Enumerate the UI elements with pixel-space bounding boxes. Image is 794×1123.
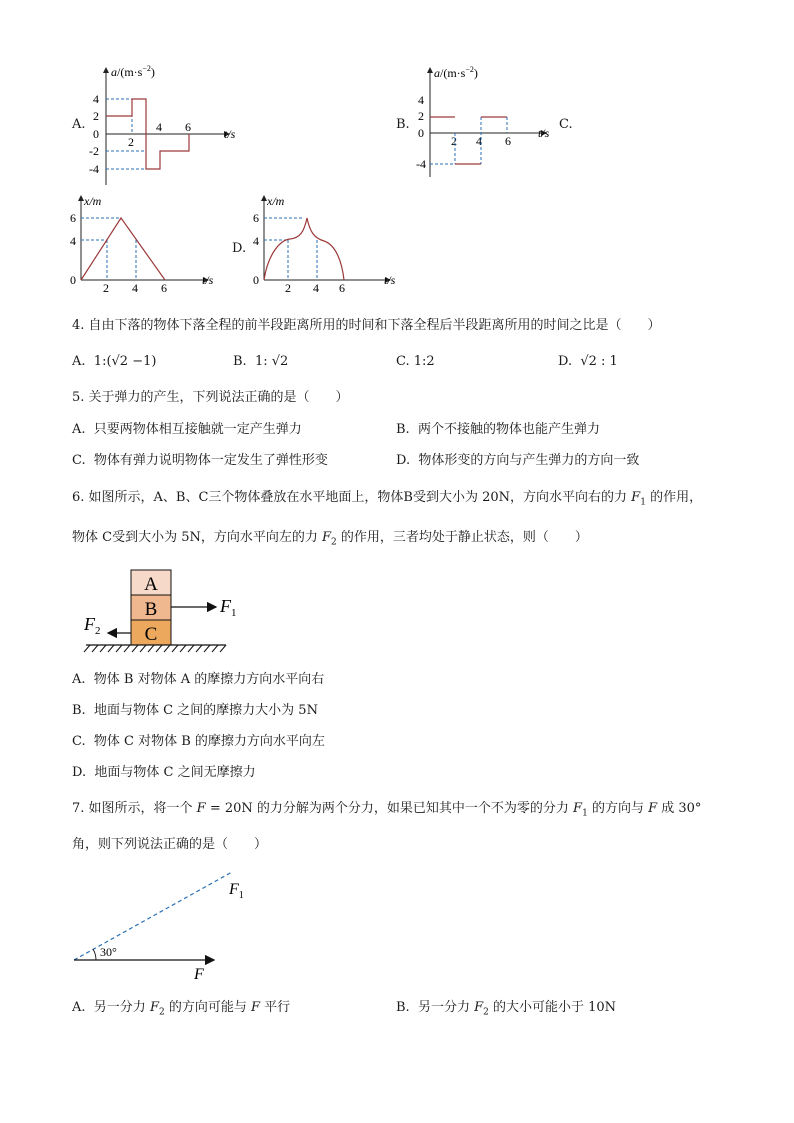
y-axis-label: x/m	[84, 194, 102, 208]
option-label: C.	[396, 354, 410, 369]
option-label: C.	[72, 734, 86, 749]
option-text: 物体形变的方向与产生弹力的方向一致	[418, 453, 640, 468]
q4-option-b[interactable]	[233, 353, 288, 371]
q6-option-a[interactable]	[72, 671, 324, 689]
option-text: 另一分力	[93, 1000, 150, 1015]
q5-option-d[interactable]	[396, 452, 639, 470]
q7-stem-line2: 角，则下列说法正确的是（ ）	[72, 837, 268, 852]
force-decomposition-diagram	[66, 864, 266, 984]
option-label: B.	[396, 1000, 410, 1015]
acceleration-curve	[430, 117, 507, 164]
option-text: √2 : 1	[580, 354, 618, 369]
y-axis-label: $a/(m\cdot s^{-2})$	[111, 64, 155, 79]
option-d-label: D.	[232, 241, 247, 256]
q4-stem: 4. 自由下落的物体下落全程的前半段距离所用的时间和下落全程后半段距离所用的时间之比是（ ）	[72, 318, 661, 333]
option-text: 物体 B 对物体 A 的摩擦力方向水平向右	[93, 672, 325, 687]
q7-option-b[interactable]: B. 另一分力 $F_2$ 的大小可能小于 10N	[396, 1000, 617, 1018]
q4-option-d[interactable]	[558, 353, 618, 371]
y-tick: 0	[70, 273, 76, 287]
y-axis-label: $a/(m\cdot s^{-2})$	[434, 65, 478, 80]
q6-option-c[interactable]	[72, 733, 325, 751]
y-tick: -4	[416, 157, 426, 171]
option-label: A.	[72, 422, 86, 437]
option-text: 1: √2	[254, 354, 289, 369]
graph-b	[408, 62, 558, 182]
x-tick: 4	[132, 281, 138, 292]
q4-option-c[interactable]	[396, 353, 435, 371]
graph-d	[246, 192, 406, 292]
x-tick: 2	[128, 135, 134, 149]
position-curve	[81, 218, 165, 280]
option-label: B.	[233, 354, 247, 369]
q5-option-c[interactable]	[72, 452, 328, 470]
option-label: A.	[72, 672, 86, 687]
option-label: D.	[72, 765, 87, 780]
y-tick: 4	[93, 92, 99, 106]
option-label: A.	[72, 1000, 86, 1015]
x-axis-label: t/s	[538, 126, 550, 140]
q5-option-b[interactable]	[396, 421, 600, 439]
option-text: 地面与物体 C 之间的摩擦力大小为 5N	[93, 703, 318, 718]
x-axis-label: t/s	[384, 273, 396, 287]
x-tick: 2	[451, 134, 457, 148]
option-text: 1:(√2 −1)	[93, 354, 157, 369]
option-c-label: C.	[559, 117, 573, 132]
graph-c	[64, 192, 224, 292]
option-a-label: A.	[72, 117, 86, 132]
x-axis-label: t/s	[224, 127, 236, 141]
option-label: B.	[72, 703, 86, 718]
block-a-label: A	[144, 574, 158, 595]
force-f2-label: $F_2$	[84, 614, 101, 637]
y-tick: 0	[253, 273, 259, 287]
y-tick: 4	[418, 93, 424, 107]
q6-stem-line1: 6. 如图所示，A、B、C三个物体叠放在水平地面上，物体B受到大小为 20N，方向水平向右的力 $F_1$ 的作用，	[72, 490, 703, 508]
x-tick: 4	[313, 281, 319, 292]
option-label: D.	[558, 354, 573, 369]
y-tick: 2	[418, 109, 424, 123]
blocks-diagram	[76, 564, 266, 664]
option-text: 地面与物体 C 之间无摩擦力	[94, 765, 256, 780]
option-text: 两个不接触的物体也能产生弹力	[417, 422, 600, 437]
q6-option-b[interactable]	[72, 702, 318, 720]
q6-option-d[interactable]	[72, 764, 256, 782]
ground-hatch	[84, 645, 226, 652]
option-b-label: B.	[396, 117, 410, 132]
option-label: A.	[72, 354, 86, 369]
y-tick: 6	[253, 211, 259, 225]
option-text: 物体 C 对物体 B 的摩擦力方向水平向左	[93, 734, 325, 749]
x-tick: 6	[505, 134, 511, 148]
option-text: 物体有弹力说明物体一定发生了弹性形变	[93, 453, 328, 468]
y-tick: -2	[89, 144, 99, 158]
x-axis-label: t/s	[202, 273, 214, 287]
q5-option-a[interactable]	[72, 421, 302, 439]
q4-option-a[interactable]	[72, 353, 156, 371]
option-label: C.	[72, 453, 86, 468]
f1-direction-line	[74, 872, 232, 960]
option-text: 只要两物体相互接触就一定产生弹力	[93, 422, 302, 437]
block-c-label: C	[144, 624, 158, 645]
f-label: F	[194, 966, 204, 983]
x-tick: 6	[339, 281, 345, 292]
y-tick: 4	[70, 234, 76, 248]
x-tick: 6	[161, 281, 167, 292]
x-tick: 4	[476, 134, 482, 148]
x-tick: 2	[103, 281, 109, 292]
f1-label: $F_1$	[229, 881, 244, 901]
y-tick: 4	[253, 234, 259, 248]
x-tick: 2	[285, 281, 291, 292]
block-b-label: B	[144, 599, 158, 620]
graph-a	[84, 60, 254, 190]
angle-label: 30°	[100, 945, 117, 959]
y-tick: -4	[89, 162, 99, 176]
q7-option-a[interactable]: A. 另一分力 $F_2$ 的方向可能与 F 平行	[72, 1000, 291, 1018]
y-tick: 0	[93, 127, 99, 141]
option-text: 另一分力	[417, 1000, 475, 1015]
y-axis-label: x/m	[267, 194, 285, 208]
q6-stem-line2: 物体 C受到大小为 5N，方向水平向左的力 $F_2$ 的作用，三者均处于静止状态，则（ ）	[72, 530, 588, 548]
option-text: 1:2	[413, 354, 435, 369]
y-tick: 6	[70, 211, 76, 225]
angle-arc	[93, 949, 96, 960]
guide-lines	[430, 117, 507, 164]
x-tick: 6	[185, 120, 191, 134]
position-curve	[264, 218, 344, 280]
option-label: B.	[396, 422, 410, 437]
x-tick: 4	[156, 120, 162, 134]
force-f1-label: $F_1$	[220, 596, 237, 619]
option-label: D.	[396, 453, 411, 468]
q5-stem: 5. 关于弹力的产生，下列说法正确的是（ ）	[72, 390, 349, 405]
y-tick: 2	[93, 109, 99, 123]
q7-stem-line1: 7. 如图所示，将一个 F = 20N 的力分解为两个分力，如果已知其中一个不为零的分力 $F_1$ 的方向与 F 成 30°	[72, 801, 702, 819]
y-tick: 0	[418, 126, 424, 140]
